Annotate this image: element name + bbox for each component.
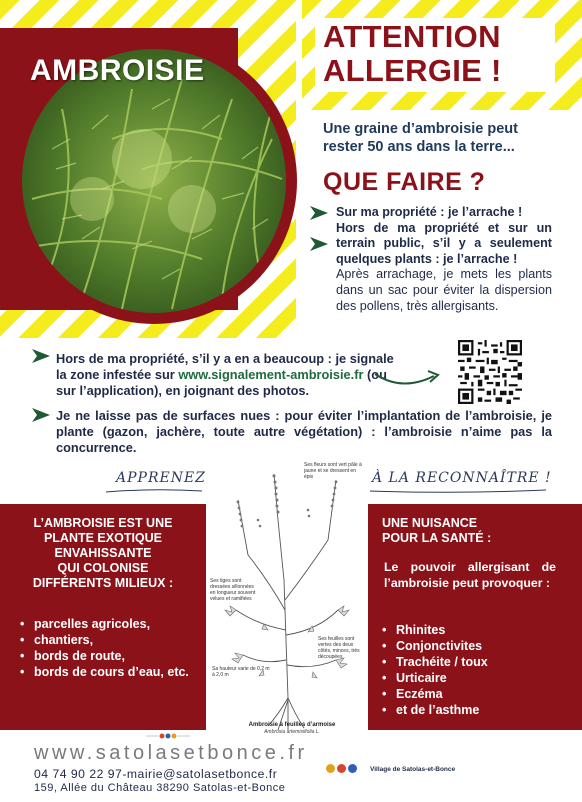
- panel-title-line: L’AMBROISIE EST UNE: [33, 516, 173, 530]
- arrow-icon: [30, 347, 52, 365]
- list-item: • Conjonctivites: [382, 638, 572, 654]
- advice-after-pulling: Après arrachage, je mets les plants dans un sac pour éviter la dispersion des pollens, très allergisants.: [336, 267, 552, 313]
- learn-heading-left: APPRENEZ: [116, 470, 206, 486]
- panel-title-line: DIFFÉRENTS MILIEUX :: [32, 576, 174, 590]
- list-item: • Urticaire: [382, 670, 572, 686]
- facebook-icon[interactable]: [348, 764, 357, 773]
- arrow-icon: [30, 406, 52, 424]
- list-item: • et de l’asthme: [382, 702, 572, 718]
- panel-title-line: UNE NUISANCE: [382, 516, 478, 530]
- advice-public-land: Hors de ma propriété et sur un terrain public, s’il y a seulement quelques plants : je l’arrache !: [336, 220, 552, 266]
- planting-paragraph: Je ne laisse pas de surfaces nues : pour éviter l’implantation de l’ambroisie, je plante (gazon, jachère, toute autre végétation) : l’ambroisie n’aime pas la concurrence.: [56, 408, 552, 455]
- social-icon-1[interactable]: [326, 764, 335, 773]
- allergy-intro: Le pouvoir allergisant de l’ambroisie peut provoquer :: [384, 560, 556, 590]
- list-item: • Eczéma: [382, 686, 572, 702]
- report-text-b: (ou sur l’application), en joignant des photos.: [56, 367, 387, 398]
- panel-title-line: PLANTE EXOTIQUE: [43, 531, 163, 545]
- arrow-icon: [308, 235, 330, 253]
- list-item: • bords de cours d’eau, etc.: [20, 664, 200, 680]
- website-address[interactable]: www.satolasetbonce.fr: [34, 742, 308, 764]
- caption-stem: Ses tiges sont dressées sillonnées en longueur souvent velues et ramifiées: [210, 578, 256, 602]
- panel-title-line: QUI COLONISE: [57, 561, 149, 575]
- hero-title: AMBROISIE: [30, 54, 205, 87]
- ambroisie-photo: [22, 49, 286, 313]
- social-icons: [326, 764, 357, 773]
- list-item: • Trachéite / toux: [382, 654, 572, 670]
- panel-title-line: POUR LA SANTÉ :: [382, 531, 492, 545]
- qr-code[interactable]: [458, 340, 522, 404]
- signalement-link[interactable]: www.signalement-ambroisie.fr: [178, 367, 364, 382]
- curved-arrow-icon: [372, 362, 442, 388]
- report-paragraph: [56, 351, 404, 399]
- contact-address: 159, Allée du Château 38290 Satolas-et-Bonce: [34, 782, 286, 794]
- panel-title-line: ENVAHISSANTE: [54, 546, 152, 560]
- youtube-icon[interactable]: [337, 764, 346, 773]
- que-faire-heading: QUE FAIRE ?: [323, 168, 486, 196]
- invasive-plant-panel: [0, 504, 206, 730]
- contact-phone-email: 04 74 90 22 97-mairie@satolasetbonce.fr: [34, 767, 278, 781]
- advice-own-property: Sur ma propriété : je l’arrache !: [336, 205, 523, 219]
- caption-height: Sa hauteur varie de 0,2 m à 2,0 m: [212, 666, 270, 678]
- drawing-latin-name: Ambrosia artemisiifolia L.: [264, 729, 320, 735]
- list-item: • Rhinites: [382, 622, 572, 638]
- list-item: • parcelles agricoles,: [20, 616, 200, 632]
- ambroisie-botanical-drawing: [208, 460, 368, 736]
- health-nuisance-panel: [368, 504, 582, 730]
- list-item: • chantiers,: [20, 632, 200, 648]
- attention-line-2: ALLERGIE !: [323, 53, 502, 88]
- caption-leaves: Ses feuilles sont vertes des deux côtés, minces, très découpées: [318, 636, 360, 660]
- underline-decoration: [104, 488, 204, 494]
- attention-line-1: ATTENTION: [323, 19, 501, 54]
- list-item: • bords de route,: [20, 648, 200, 664]
- learn-heading-right: À LA RECONNAÎTRE !: [372, 470, 552, 486]
- caption-flowers: Ses fleurs sont vert pâle à jaune et se dressent en épis: [304, 462, 362, 480]
- arrow-icon: [308, 204, 330, 222]
- attention-box: [315, 18, 555, 92]
- right-advice-block: [336, 205, 552, 314]
- decorative-dots: [146, 731, 190, 741]
- drawing-title: Ambroisie à feuilles d’armoise: [248, 722, 336, 728]
- underline-decoration: [368, 488, 548, 494]
- seed-text: Une graine d’ambroisie peut rester 50 ans dans la terre...: [323, 121, 518, 155]
- report-text-a: Hors de ma propriété, s’il y a en a beaucoup : je signale la zone infestée sur: [56, 351, 394, 382]
- village-name: Village de Satolas-et-Bonce: [370, 766, 456, 773]
